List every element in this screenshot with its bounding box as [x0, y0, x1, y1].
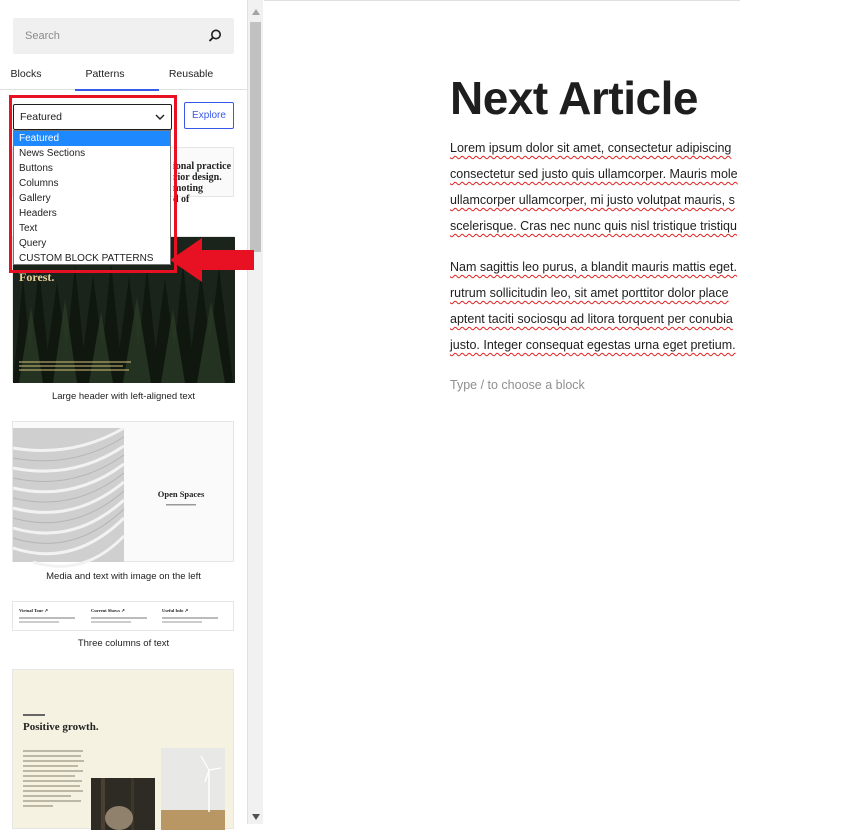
pattern-preview-three-columns[interactable] — [12, 601, 234, 631]
pattern-caption: Media and text with image on the left — [46, 571, 201, 582]
annotation-arrow — [170, 235, 255, 285]
column-heading: Current Shows ↗ — [91, 608, 125, 613]
inserter-scrollbar[interactable] — [247, 0, 263, 824]
scroll-down-arrow-icon[interactable] — [252, 814, 260, 820]
category-option-news-sections[interactable]: News Sections — [19, 148, 86, 159]
paragraph-block[interactable] — [450, 135, 850, 239]
tab-blocks[interactable]: Blocks — [10, 68, 42, 80]
pattern-caption: Large header with left-aligned text — [51, 391, 196, 402]
paragraph-line: consectetur sed justo quis ullamcorper. Mauris mole — [450, 167, 738, 181]
paragraph-line: ullamcorper ullamcorper, mi justo volutpat mauris, s — [450, 193, 735, 207]
search-box — [13, 18, 234, 54]
pattern-preview-positive-growth[interactable] — [12, 669, 234, 829]
block-appender-placeholder[interactable]: Type / to choose a block — [450, 378, 585, 392]
column-heading: Useful Info ↗ — [162, 608, 189, 613]
forest-light-image — [91, 778, 155, 830]
paragraph-preview — [23, 750, 85, 810]
category-option-gallery[interactable]: Gallery — [19, 193, 51, 204]
paragraph-line: Nam sagittis leo purus, a blandit mauris mattis eget. — [450, 260, 737, 274]
paragraph-line: Lorem ipsum dolor sit amet, consectetur adipiscing — [450, 141, 732, 155]
category-option-columns[interactable]: Columns — [19, 178, 59, 189]
pattern-preview-title: Forest. — [19, 270, 55, 284]
block-inserter-panel — [0, 0, 247, 824]
editor-canvas — [264, 0, 740, 824]
category-option-query[interactable]: Query — [19, 238, 47, 249]
pattern-preview-title: Open Spaces — [157, 489, 205, 499]
paragraph-line: rutrum sollicitudin leo, sit amet porttitor dolor place — [450, 286, 729, 300]
pattern-preview-title: Positive growth. — [23, 721, 99, 733]
pattern-preview-subtitle-decoration — [141, 502, 221, 507]
column-preview — [91, 608, 151, 623]
pattern-preview-text: ional practice rior design. moting d of — [173, 161, 232, 205]
tab-patterns[interactable]: Patterns — [75, 60, 135, 90]
pattern-preview-media-text[interactable] — [12, 421, 234, 562]
search-icon[interactable] — [206, 27, 224, 45]
annotation-highlight-box — [9, 95, 177, 273]
paragraph-line: aptent taciti sociosqu ad litora torquent per conubia — [450, 312, 733, 326]
paragraph-line: scelerisque. Cras nec nunc quis nisl tristique tristiqu — [450, 219, 737, 233]
wind-turbine-image — [161, 748, 225, 830]
column-heading: Virtual Tour ↗ — [19, 608, 49, 613]
eyebrow-decoration — [23, 714, 45, 718]
post-title[interactable]: Next Article — [450, 72, 698, 124]
tab-reusable[interactable]: Reusable — [168, 68, 214, 80]
paragraph-line: justo. Integer consequat egestas urna eget pretium. — [450, 338, 736, 352]
category-option-custom-block-patterns[interactable]: CUSTOM BLOCK PATTERNS — [19, 253, 154, 264]
search-input[interactable] — [13, 18, 203, 54]
explore-button[interactable]: Explore — [184, 102, 234, 129]
column-preview — [19, 608, 79, 623]
scrollbar-thumb[interactable] — [250, 22, 261, 252]
pattern-caption: Three columns of text — [77, 638, 170, 649]
architecture-image — [13, 428, 124, 562]
pattern-category-value: Featured — [20, 111, 63, 123]
category-option-buttons[interactable]: Buttons — [19, 163, 53, 174]
category-option-headers[interactable]: Headers — [19, 208, 57, 219]
inserter-tabs — [0, 60, 247, 90]
paragraph-block[interactable] — [450, 254, 850, 358]
category-option-text[interactable]: Text — [19, 223, 38, 234]
scroll-up-arrow-icon[interactable] — [252, 9, 260, 15]
column-preview — [162, 608, 222, 623]
category-option-featured[interactable]: Featured — [14, 131, 170, 146]
